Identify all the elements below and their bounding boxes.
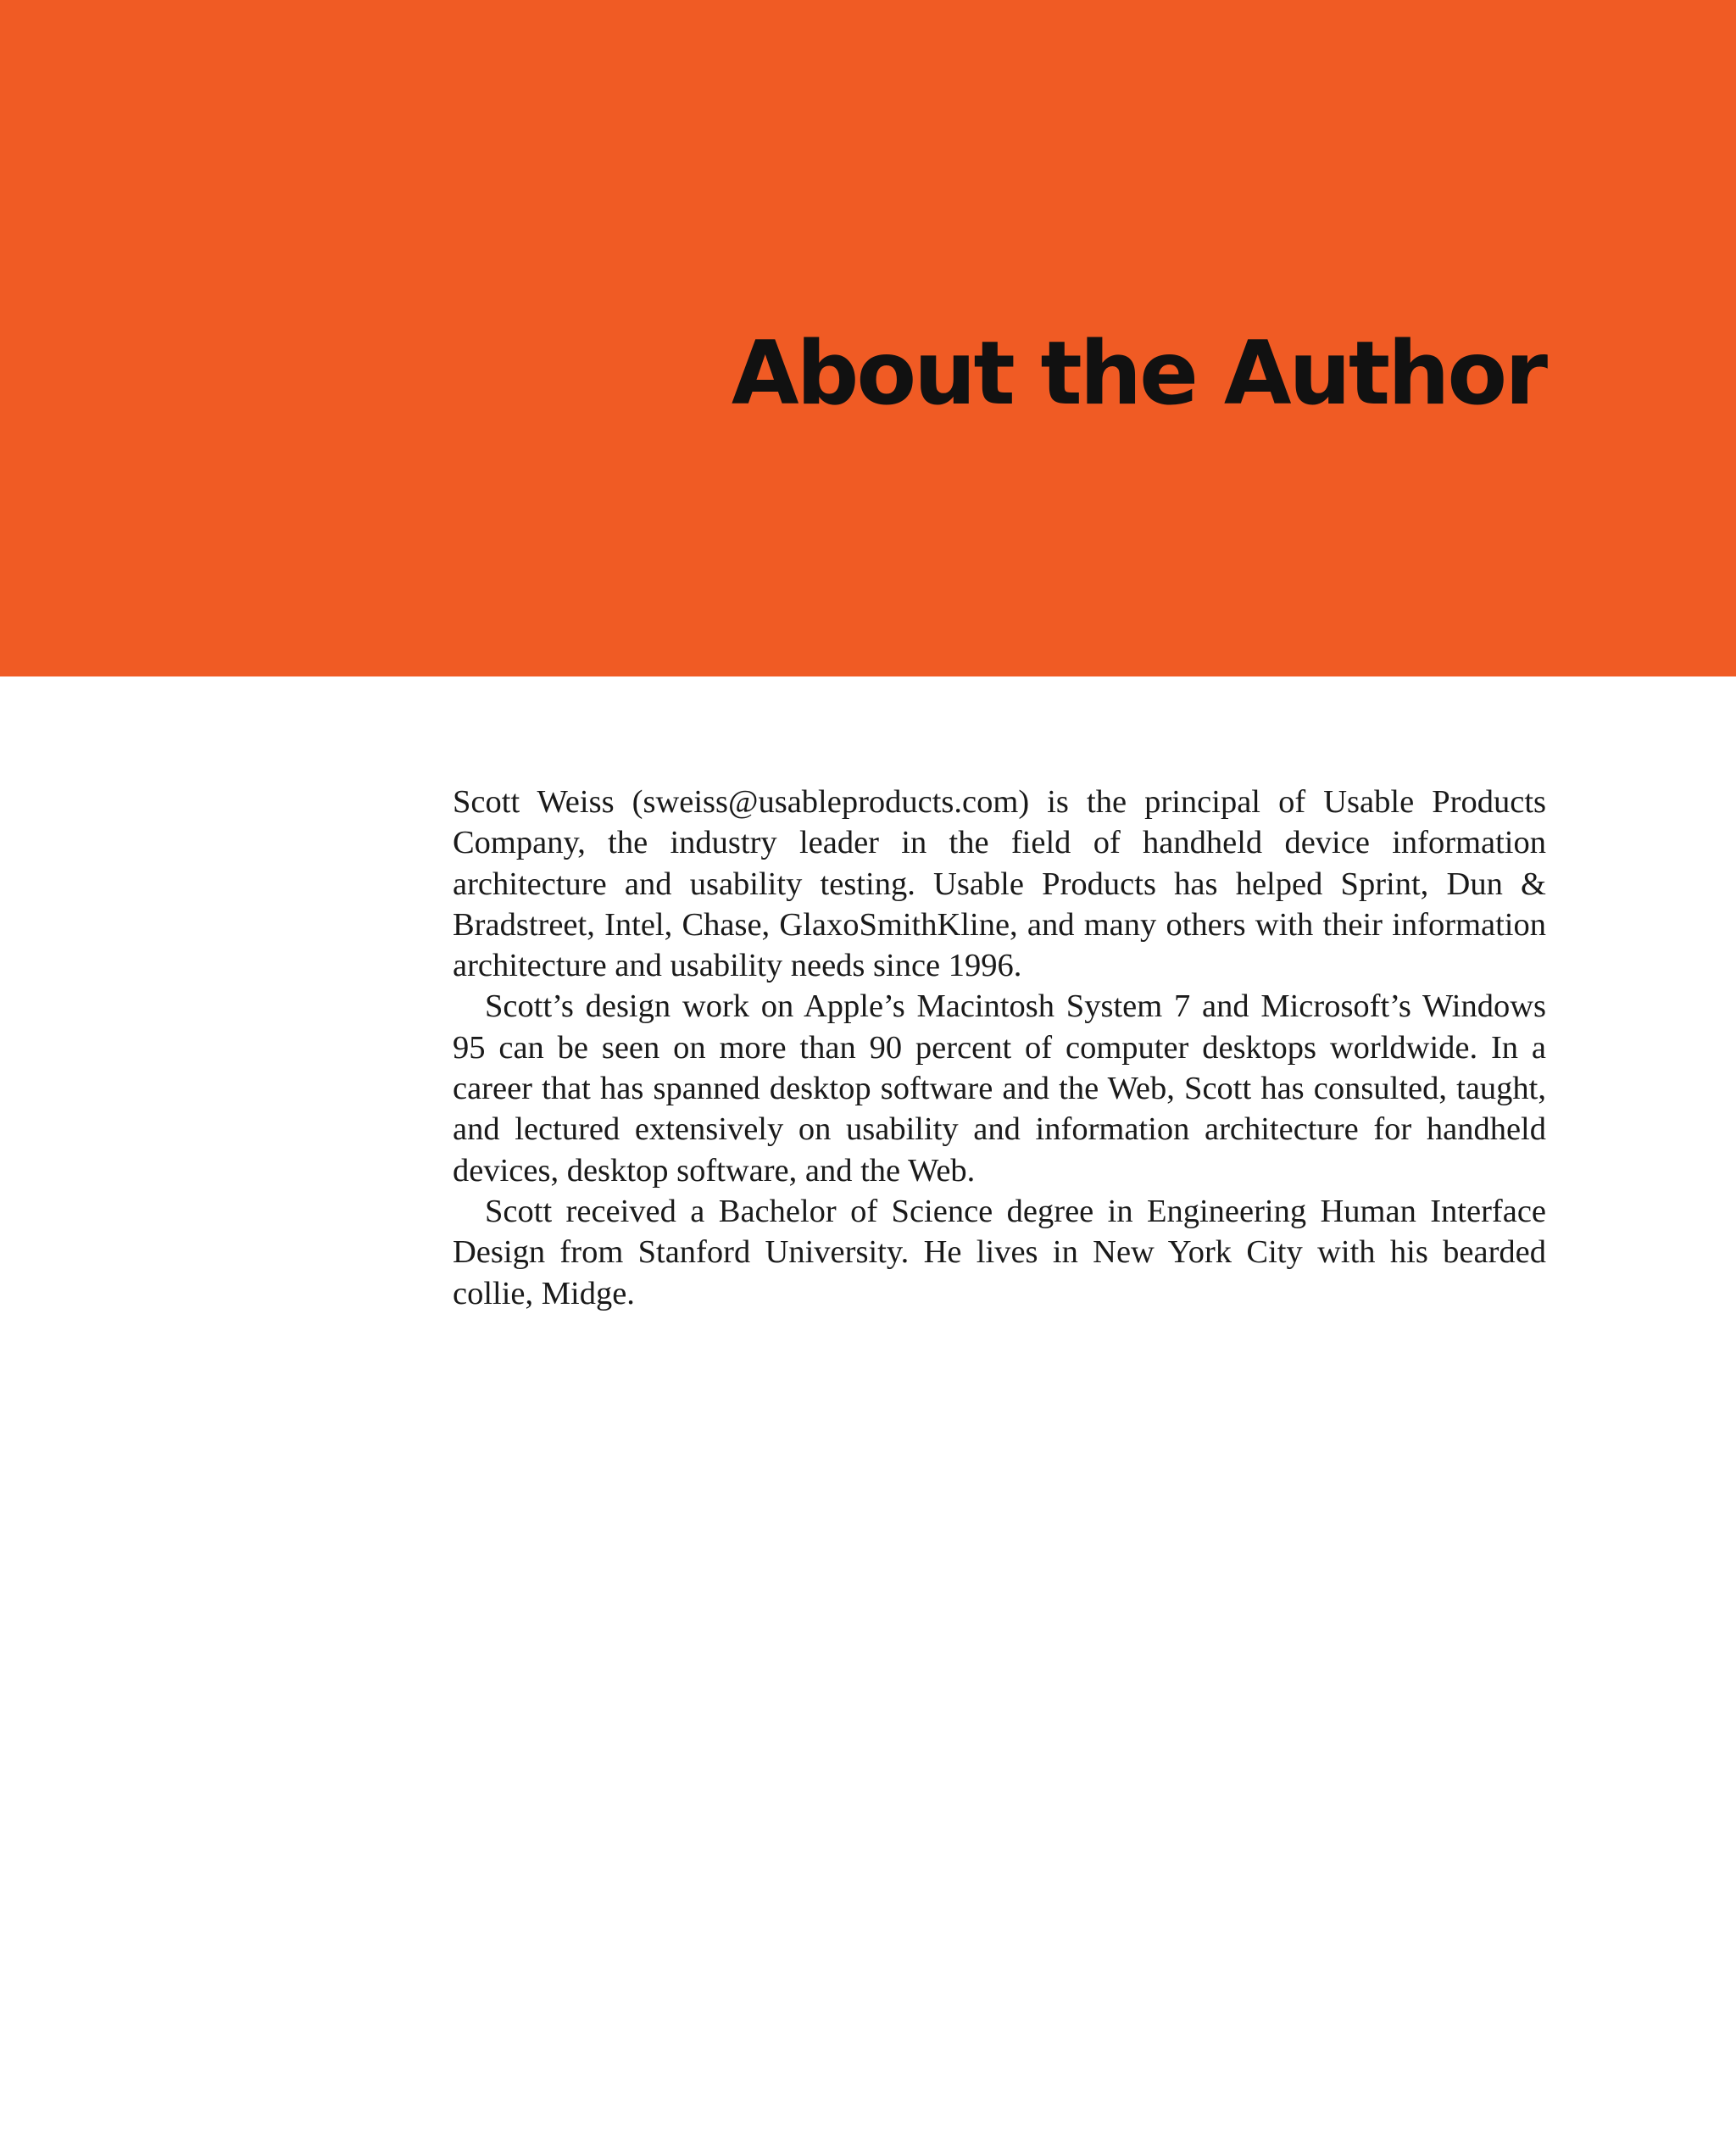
page-title: About the Author	[731, 323, 1545, 425]
bio-paragraph-3: Scott received a Bachelor of Science degree in Engineering Human Interface Design from Stanford University. He lives in New York City with his bearded collie, Midge.	[453, 1193, 1546, 1311]
bio-paragraph-2: Scott’s design work on Apple’s Macintosh System 7 and Microsoft’s Windows 95 can be seen on more than 90 percent of computer desktops worldwide. In a career that has spanned desktop software and the Web, Scott has consulted, taught, and lectured extensively on usability and information architecture for handheld devices, desktop software, and the Web.	[453, 988, 1546, 1189]
author-bio	[453, 782, 1546, 1314]
bio-paragraph-1: Scott Weiss (sweiss@usableproducts.com) is the principal of Usable Products Company, the industry leader in the field of handheld device information architecture and usability testing. Usable Products has helped Sprint, Dun & Bradstreet, Intel, Chase, GlaxoSmithKline, and many others with their information architecture and usability needs since 1996.	[453, 784, 1546, 984]
header-banner	[0, 0, 1736, 676]
